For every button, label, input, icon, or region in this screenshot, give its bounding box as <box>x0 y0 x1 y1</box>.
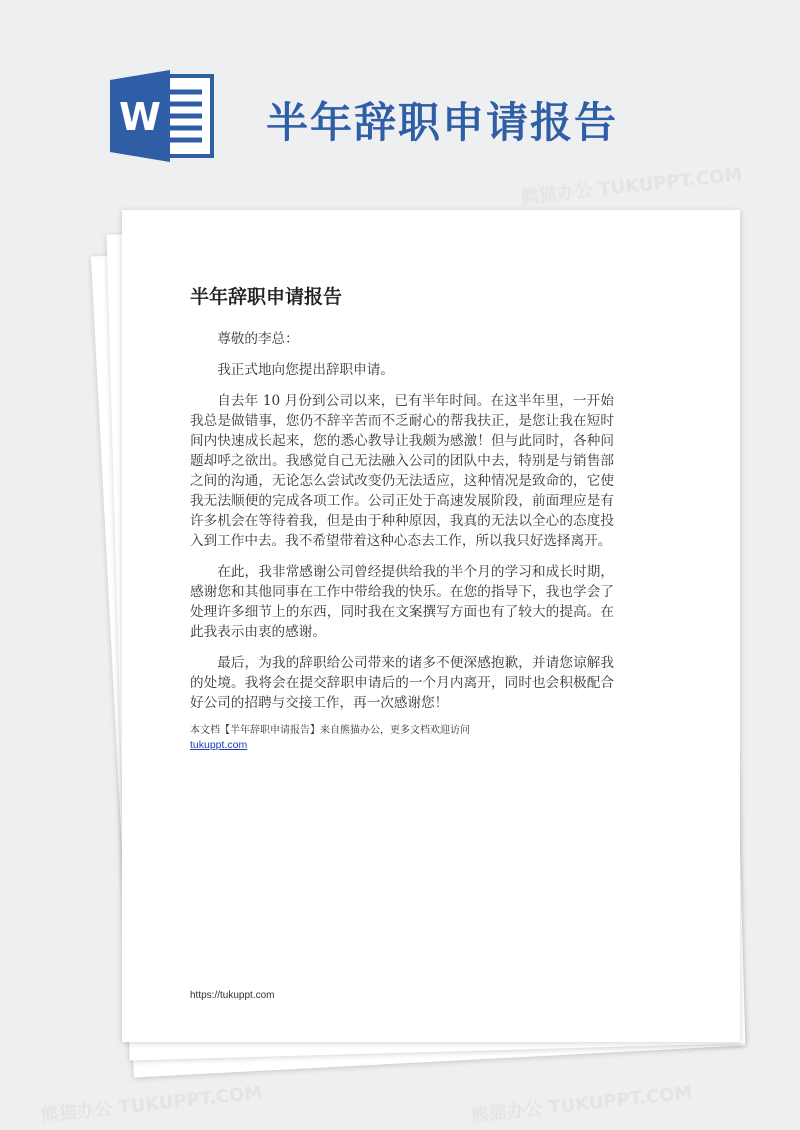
watermark: 熊猫办公 TUKUPPT.COM <box>469 1082 694 1127</box>
source-note: 本文档【半年辞职申请报告】来自熊猫办公，更多文档欢迎访问 <box>190 725 470 736</box>
header-title: 半年辞职申请报告 <box>266 98 619 147</box>
footer-url: https://tukuppt.com <box>190 990 275 1001</box>
paragraph: 在此，我非常感谢公司曾经提供给我的半个月的学习和成长时期，感谢您和其他同事在工作中带给我的快乐。在您的指导下，我也学会了处理许多细节上的东西，同时我在文案撰写方面也有了较大的提高。在此我表示由衷的感谢。 <box>190 564 614 640</box>
document-title: 半年辞职申请报告 <box>190 286 343 308</box>
document-page <box>122 210 740 1042</box>
watermark: 熊猫办公 TUKUPPT.COM <box>519 164 744 209</box>
paragraph: 最后，为我的辞职给公司带来的诸多不便深感抱歉，并请您谅解我的处境。我将会在提交辞职申请后的一个月内离开，同时也会积极配合好公司的招聘与交接工作，再一次感谢您！ <box>190 655 614 711</box>
logo-letter: W <box>119 95 161 139</box>
watermark: 熊猫办公 TUKUPPT.COM <box>39 1082 264 1127</box>
word-doc-icon <box>110 70 218 162</box>
source-link[interactable]: tukuppt.com <box>190 739 248 751</box>
document-content <box>190 282 614 752</box>
document-body <box>190 329 614 713</box>
paragraph: 自去年 10 月份到公司以来，已有半年时间。在这半年里，一开始我总是做错事，您仍不辞辛苦而不乏耐心的帮我扶正，是您让我在短时间内快速成长起来，您的悉心教导让我颇为感激！但与此同时，各种问题却呼之欲出。我感觉自己无法融入公司的团队中去，特别是与销售部之间的沟通，无论怎么尝试改变仍无法适应，这种情况是致命的，它使我无法顺便的完成各项工作。公司正处于高速发展阶段，前面理应是有许多机会在等待着我，但是由于种种原因，我真的无法以全心的态度投入到工作中去。我不希望带着这种心态去工作，所以我只好选择离开。 <box>190 393 614 549</box>
greeting: 尊敬的李总： <box>217 331 299 347</box>
paragraph: 我正式地向您提出辞职申请。 <box>217 362 394 378</box>
